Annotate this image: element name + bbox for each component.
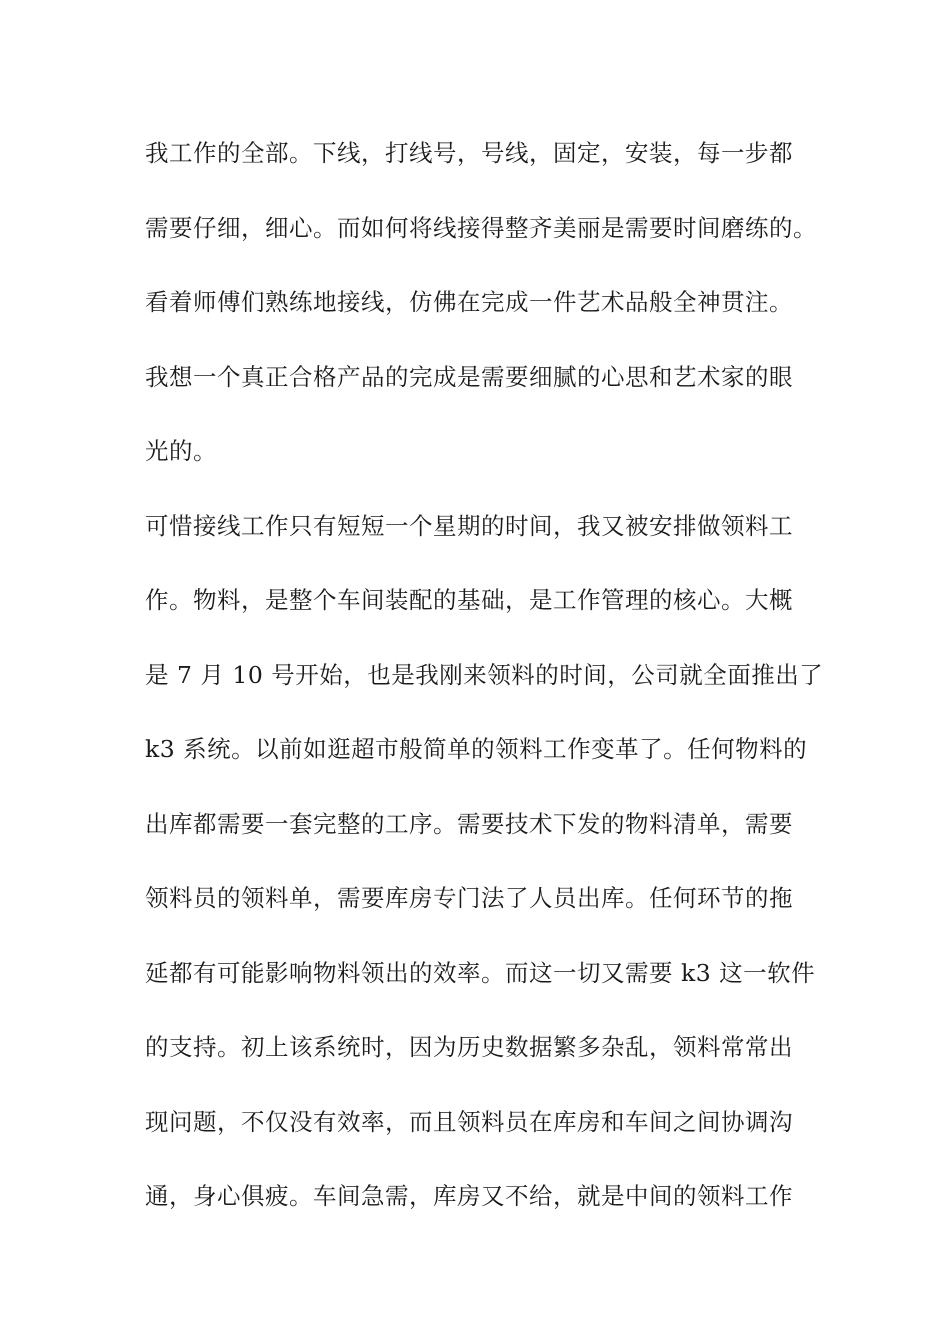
body-text [145,133,824,1251]
text-line: 出库都需要一套完整的工序。需要技术下发的物料清单，需要 [145,809,793,838]
text-line: 看着师傅们熟练地接线，仿佛在完成一件艺术品般全神贯注。 [145,288,793,316]
text-line: 通，身心俱疲。车间急需，库房又不给，就是中间的领料工作 [145,1182,793,1210]
text-line: 领料员的领料单，需要库房专门法了人员出库。任何环节的拖 [145,884,793,912]
text-line: 是 7 月 10 号开始，也是我刚来领料的时间，公司就全面推出了 [145,660,824,689]
text-line: 可惜接线工作只有短短一个星期的时间，我又被安排做领料工 [145,511,793,540]
text-line: k3 系统。以前如逛超市般简单的领料工作变革了。任何物料的 [145,735,808,763]
text-line: 我想一个真正合格产品的完成是需要细腻的心思和艺术家的眼 [145,362,793,391]
text-line: 的支持。初上该系统时，因为历史数据繁多杂乱，领料常常出 [145,1033,793,1061]
text-line: 我工作的全部。下线，打线号，号线，固定，安装，每一步都 [145,139,793,167]
text-line: 光的。 [145,437,217,465]
text-line: 需要仔细，细心。而如何将线接得整齐美丽是需要时间磨练的。 [145,213,817,242]
text-line: 延都有可能影响物料领出的效率。而这一切又需要 k3 这一软件 [145,958,816,987]
text-line: 现问题，不仅没有效率，而且领料员在库房和车间之间协调沟 [145,1107,793,1136]
text-line: 作。物料，是整个车间装配的基础，是工作管理的核心。大概 [145,586,793,614]
